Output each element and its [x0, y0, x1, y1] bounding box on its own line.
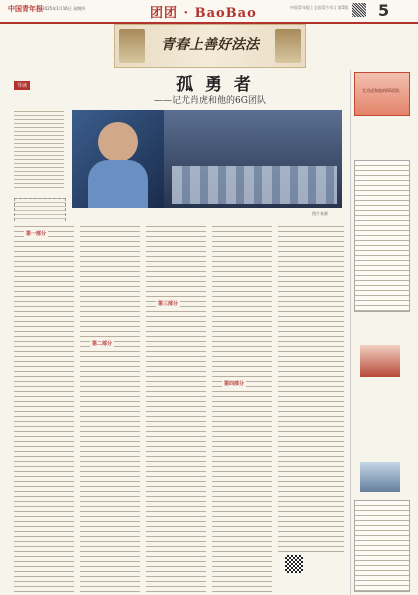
portrait-photo — [72, 110, 164, 208]
banner-title: 青春上善好法法 — [161, 37, 259, 53]
text-column-2 — [80, 222, 140, 594]
photo-caption: 图片来源 — [312, 211, 328, 216]
portrait-face — [98, 122, 138, 162]
sidebar-figure-1 — [360, 345, 400, 377]
text-column-1 — [14, 222, 74, 594]
banner-scroll-right-icon — [275, 29, 301, 63]
qr-code-icon — [352, 3, 366, 17]
section-heading: 第一部分 — [26, 231, 47, 237]
article-subheadline: ——记尤肖虎和他的6G团队 — [154, 96, 266, 106]
banner-scroll-left-icon — [119, 29, 145, 63]
lab-team-row — [172, 166, 337, 204]
paper-name: 中国青年报 — [8, 4, 43, 13]
text-column-4 — [212, 222, 272, 594]
sidebar-text-box — [354, 160, 410, 312]
side-column — [14, 72, 58, 91]
section-heading: 第四部分 — [224, 381, 245, 387]
lead-text-block — [14, 108, 64, 188]
article-headline: 孤 勇 者 — [176, 75, 254, 95]
masthead-meta: 中国青年报 | 全国青少年 | 第5版 — [290, 5, 349, 10]
section-heading: 第三部分 — [158, 301, 179, 307]
sidebar-ad-text: 尤肖虎和他的6G团队 — [362, 88, 400, 93]
section-title: 团团 · BaoBao — [150, 6, 257, 21]
qr-code-icon — [285, 555, 303, 573]
side-tag: 导读 — [14, 81, 30, 90]
section-heading: 第二部分 — [92, 341, 113, 347]
masthead — [0, 0, 418, 24]
text-column-3 — [146, 222, 206, 594]
sidebar-figure-2 — [360, 462, 400, 492]
sidebar-ad — [354, 72, 410, 116]
sidebar-text-box-2 — [354, 500, 410, 592]
article-photo — [72, 110, 342, 208]
portrait-shirt — [88, 160, 148, 208]
text-column-5 — [278, 222, 344, 552]
column-banner — [114, 24, 306, 68]
issue-date: 2025年1月16日 星期四 — [42, 6, 86, 11]
page-number: 5 — [378, 1, 390, 20]
